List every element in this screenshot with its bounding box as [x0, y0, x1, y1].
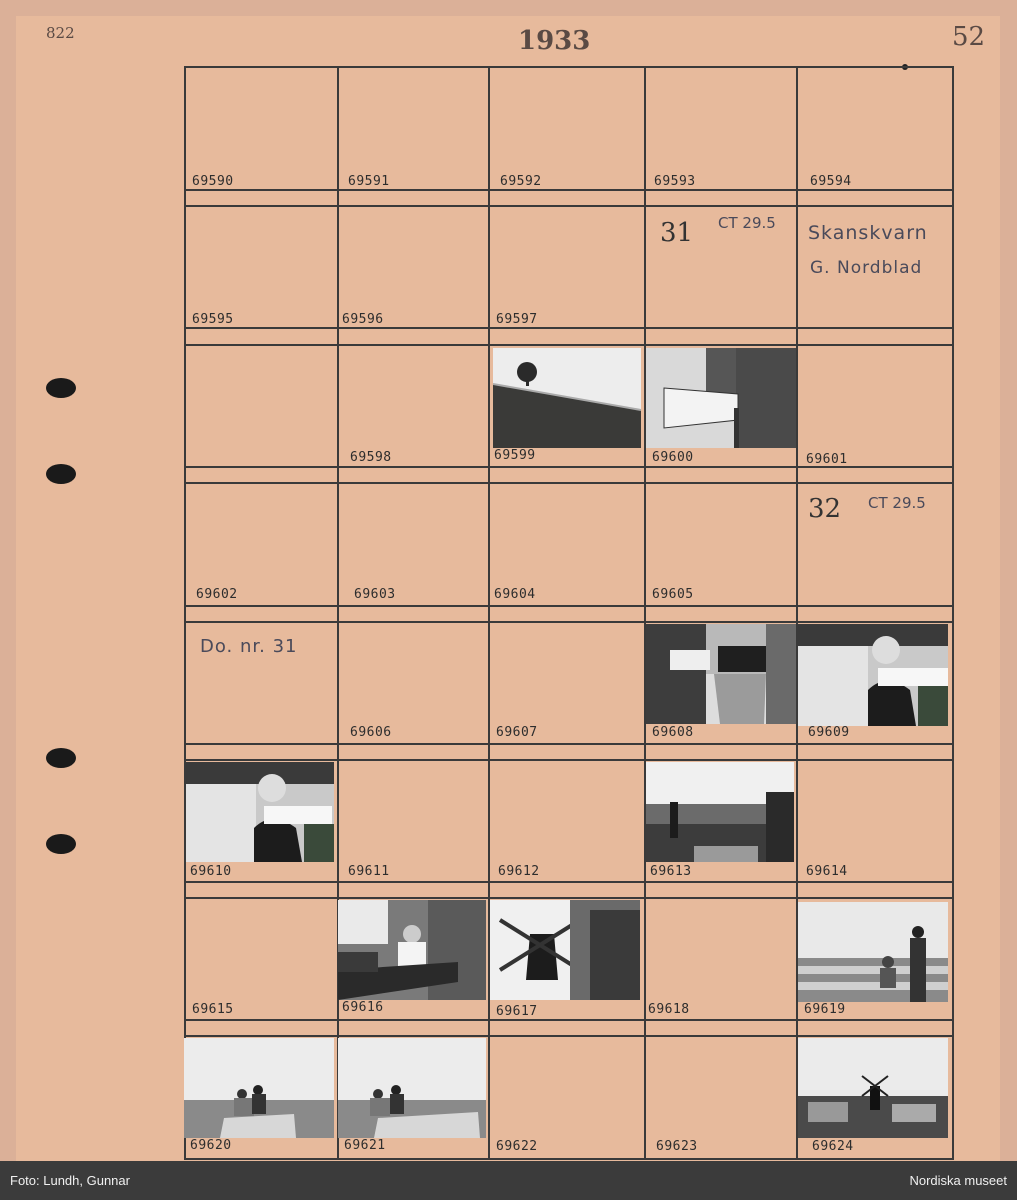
- frame-number: 69604: [494, 587, 536, 602]
- frame-number: 69617: [496, 1004, 538, 1019]
- frame-number: 69618: [648, 1002, 690, 1017]
- roll-31-title: Skanskvarn: [808, 222, 928, 244]
- frame-number: 69614: [806, 864, 848, 879]
- binder-hole: [46, 834, 76, 854]
- frame-number: 69597: [496, 312, 538, 327]
- photo-69621-roof-workers: [338, 1038, 486, 1138]
- binder-hole: [46, 378, 76, 398]
- frame-number: 69599: [494, 448, 536, 463]
- museum-name: Nordiska museet: [909, 1173, 1007, 1188]
- photo-69609-woman-tray: [798, 624, 948, 726]
- photo-69610-woman-tray: [186, 762, 334, 862]
- frame-number: 69609: [808, 725, 850, 740]
- photo-69624-town-windmill: [798, 1038, 948, 1138]
- binder-hole: [46, 464, 76, 484]
- ditto-note: Do. nr. 31: [200, 636, 298, 657]
- photo-69599-hill-tree: [493, 348, 641, 448]
- photo-69608-woman-tray: [646, 624, 796, 724]
- frame-number: 69612: [498, 864, 540, 879]
- frame-number: 69600: [652, 450, 694, 465]
- frame-number: 69619: [804, 1002, 846, 1017]
- roll-number-31: 31: [660, 218, 694, 248]
- frame-number: 69613: [650, 864, 692, 879]
- binder-hole: [46, 748, 76, 768]
- frame-number: 69605: [652, 587, 694, 602]
- frame-number: 69595: [192, 312, 234, 327]
- frame-number: 69624: [812, 1139, 854, 1154]
- photo-69617-windmill: [490, 900, 640, 1000]
- frame-number: 69620: [190, 1138, 232, 1153]
- frame-number: 69592: [500, 174, 542, 189]
- frame-number: 69623: [656, 1139, 698, 1154]
- frame-number: 69596: [342, 312, 384, 327]
- frame-number: 69594: [810, 174, 852, 189]
- frame-number: 69593: [654, 174, 696, 189]
- frame-number: 69603: [354, 587, 396, 602]
- page-right-number: 52: [952, 22, 986, 52]
- frame-number: 69598: [350, 450, 392, 465]
- frame-number: 69608: [652, 725, 694, 740]
- page-year: 1933: [518, 26, 591, 56]
- frame-number: 69615: [192, 1002, 234, 1017]
- frame-number: 69590: [192, 174, 234, 189]
- frame-number: 69616: [342, 1000, 384, 1015]
- roll-number-32: 32: [808, 494, 842, 524]
- frame-number: 69622: [496, 1139, 538, 1154]
- page-left-number: 822: [46, 24, 75, 42]
- footer-bar: [0, 1161, 1017, 1200]
- roll-31-date: CT 29.5: [718, 214, 776, 232]
- photo-69600-sign: [646, 348, 796, 448]
- roll-32-date: CT 29.5: [868, 494, 926, 512]
- frame-number: 69602: [196, 587, 238, 602]
- frame-number: 69621: [344, 1138, 386, 1153]
- photo-69619-roof-workers: [798, 902, 948, 1002]
- roll-31-author: G. Nordblad: [810, 258, 923, 278]
- frame-number: 69601: [806, 452, 848, 467]
- photo-credit: Foto: Lundh, Gunnar: [10, 1173, 130, 1188]
- photo-69620-roof-workers: [184, 1038, 334, 1138]
- photo-69616-man-table: [338, 900, 486, 1000]
- frame-number: 69611: [348, 864, 390, 879]
- frame-number: 69591: [348, 174, 390, 189]
- frame-number: 69607: [496, 725, 538, 740]
- frame-number: 69606: [350, 725, 392, 740]
- photo-69613-view: [646, 762, 794, 862]
- frame-number: 69610: [190, 864, 232, 879]
